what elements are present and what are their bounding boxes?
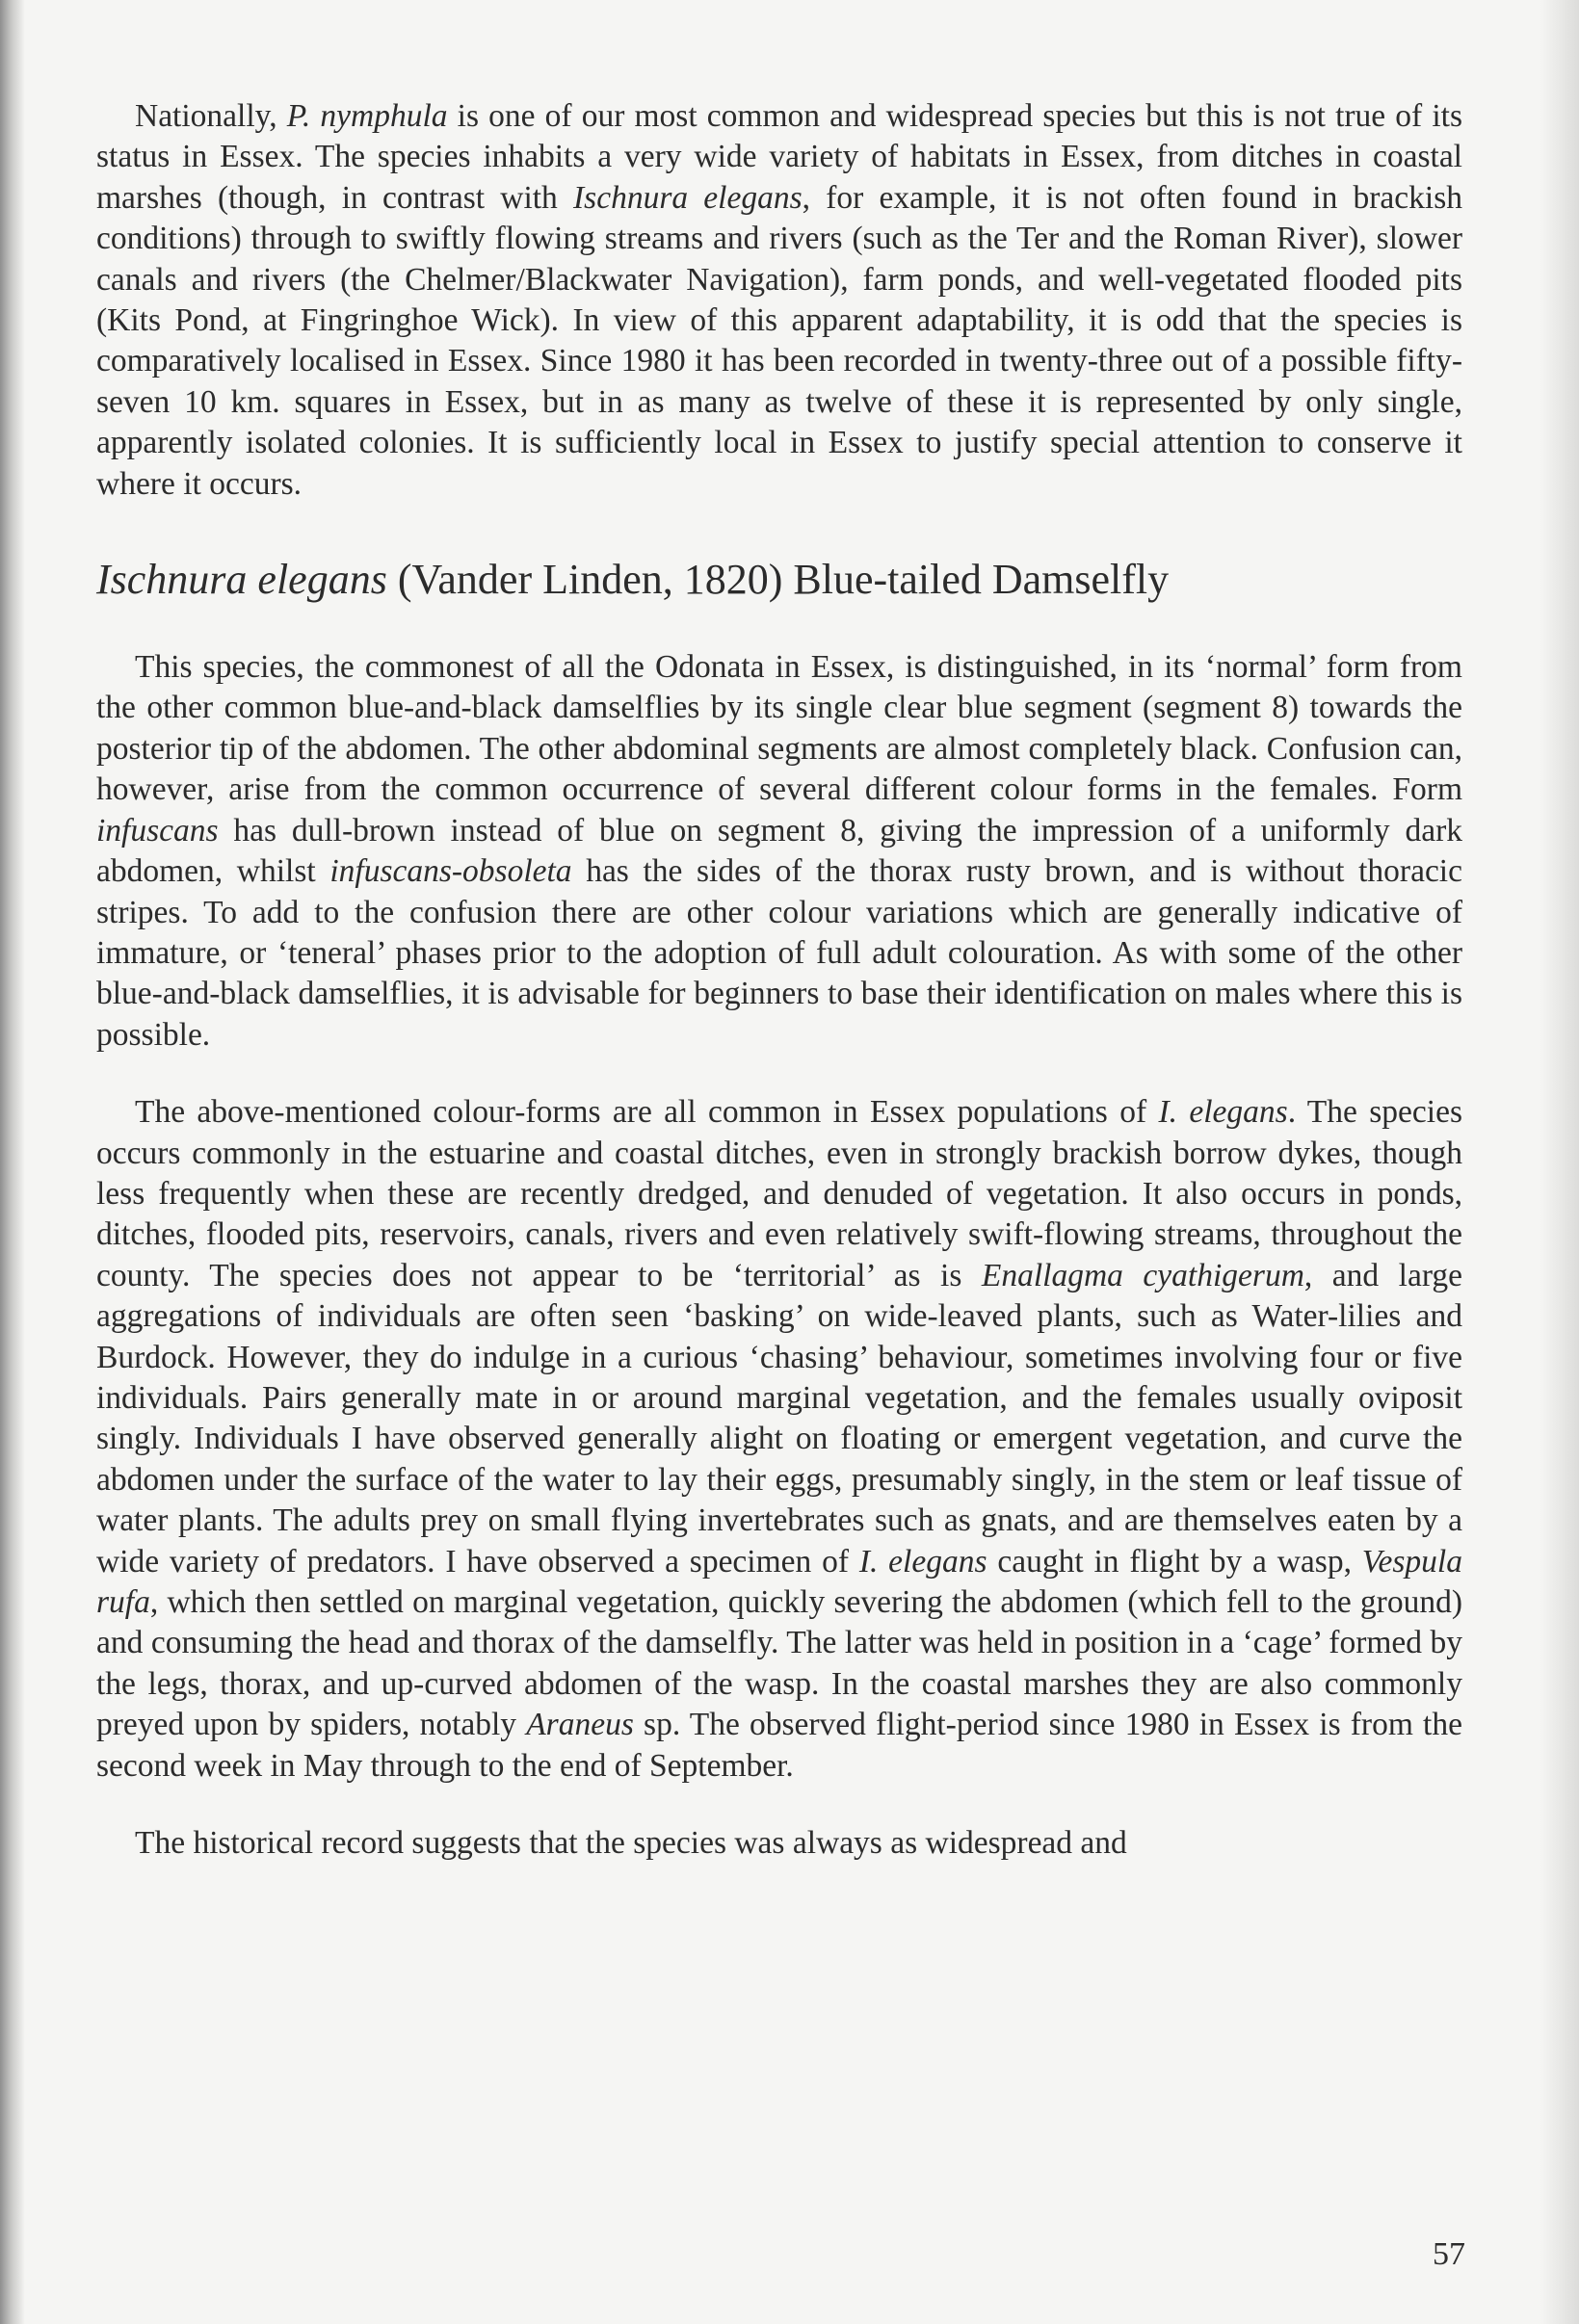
species-name: Vespula rufa <box>96 1543 1462 1620</box>
species-heading <box>96 555 1462 605</box>
paragraph-identification <box>96 647 1462 1056</box>
binding-shadow <box>0 0 25 2324</box>
heading-species-name: Ischnura elegans <box>96 556 387 604</box>
text-run: is one of our most common and widespread species but this is not true of its status in Essex. The species inhabits a very wide variety of habitats in Essex, from ditches in coastal marshes (though, in contrast with <box>96 98 1462 216</box>
heading-authority-common-name: (Vander Linden, 1820) Blue-tailed Damselfly <box>386 556 1170 604</box>
form-name: infuscans <box>96 812 219 849</box>
text-run: Nationally, <box>135 98 287 134</box>
text-run: The historical record suggests that the species was always as widespread and <box>135 1825 1127 1862</box>
paragraph-nymphula-status <box>96 96 1462 505</box>
form-name: infuscans-obsoleta <box>329 853 572 890</box>
text-run: sp. The observed flight-period since 1980 in Essex is from the second week in May through to the end of September. <box>96 1707 1462 1784</box>
text-run: has the sides of the thorax rusty brown, and is without thoracic stripes. To add to the confusion there are other colour variations which are generally indicative of immature, or ‘teneral’ phases prior to the adoption of full adult colouration. As with some of the other blue-and-black damselflies, it is advisable for beginners to base their identification on males where this is possible. <box>96 853 1462 1053</box>
species-name: Enallagma cyathigerum <box>981 1257 1304 1293</box>
text-run: The above-mentioned colour-forms are all common in Essex populations of <box>135 1094 1159 1131</box>
species-name: I. elegans <box>1158 1094 1288 1131</box>
text-run: , for example, it is not often found in brackish conditions) through to swiftly flowing streams and rivers (such as the Ter and the Roman River), slower canals and rivers (the Chelmer/Blackwater Navigation), farm ponds, and well-vegetated flooded pits (Kits Pond, at Fingringhoe Wick). In view of this apparent adaptability, it is odd that the species is comparatively localised in Essex. Since 1980 it has been recorded in twenty-three out of a possible fifty-seven 10 km. squares in Essex, but in as many as twelve of these it is represented by only single, apparently isolated colonies. It is sufficiently local in Essex to justify special attention to conserve it where it occurs. <box>96 179 1463 502</box>
paragraph-habitat-behaviour <box>96 1092 1462 1787</box>
text-run: . The species occurs commonly in the estuarine and coastal ditches, even in strongly brackish borrow dykes, though less frequently when these are recently dredged, and denuded of vegetation. It also occurs in ponds, ditches, flooded pits, reservoirs, canals, rivers and even relatively swift-flowing streams, throughout the county. The species does not appear to be ‘territorial’ as is <box>96 1094 1462 1293</box>
text-run: This species, the commonest of all the Odonata in Essex, is distinguished, in its ‘normal’ form from the other common blue-and-black damselflies by its single clear blue segment (segment 8) towards the posterior tip of the abdomen. The other abdominal segments are almost completely black. Confusion can, however, arise from the common occurrence of several different colour forms in the females. Form <box>96 649 1462 808</box>
paragraph-historical-record <box>96 1823 1462 1864</box>
text-run: , which then settled on marginal vegetation, quickly severing the abdomen (which fell to the ground) and consuming the head and thorax of the damselfly. The latter was held in position in a ‘cage’ formed by the legs, thorax, and up-curved abdomen of the wasp. In the coastal marshes they are also commonly preyed upon by spiders, notably <box>96 1584 1462 1743</box>
text-run: , and large aggregations of individuals are often seen ‘basking’ on wide-leaved plants, such as Water-lilies and Burdock. However, they do indulge in a curious ‘chasing’ behaviour, sometimes involving four or five individuals. Pairs generally mate in or around marginal vegetation, and the females usually oviposit singly. Individuals I have observed generally alight on floating or emergent vegetation, and curve the abdomen under the surface of the water to lay their eggs, presumably singly, in the stem or leaf tissue of water plants. The adults prey on small flying invertebrates such as gnats, and are themselves eaten by a wide variety of predators. I have observed a specimen of <box>96 1257 1462 1580</box>
species-name: Araneus <box>526 1707 634 1743</box>
species-name: Ischnura elegans <box>573 179 803 216</box>
species-name: I. elegans <box>858 1543 987 1580</box>
text-run: has dull-brown instead of blue on segment 8, giving the impression of a uniformly dark abdomen, whilst <box>96 812 1462 890</box>
text-run: caught in flight by a wasp, <box>987 1543 1362 1580</box>
page-number: 57 <box>1433 2236 1465 2272</box>
species-name: P. nymphula <box>286 98 448 134</box>
body-text <box>96 96 1462 1864</box>
page-edge-shadow <box>1540 0 1579 2324</box>
